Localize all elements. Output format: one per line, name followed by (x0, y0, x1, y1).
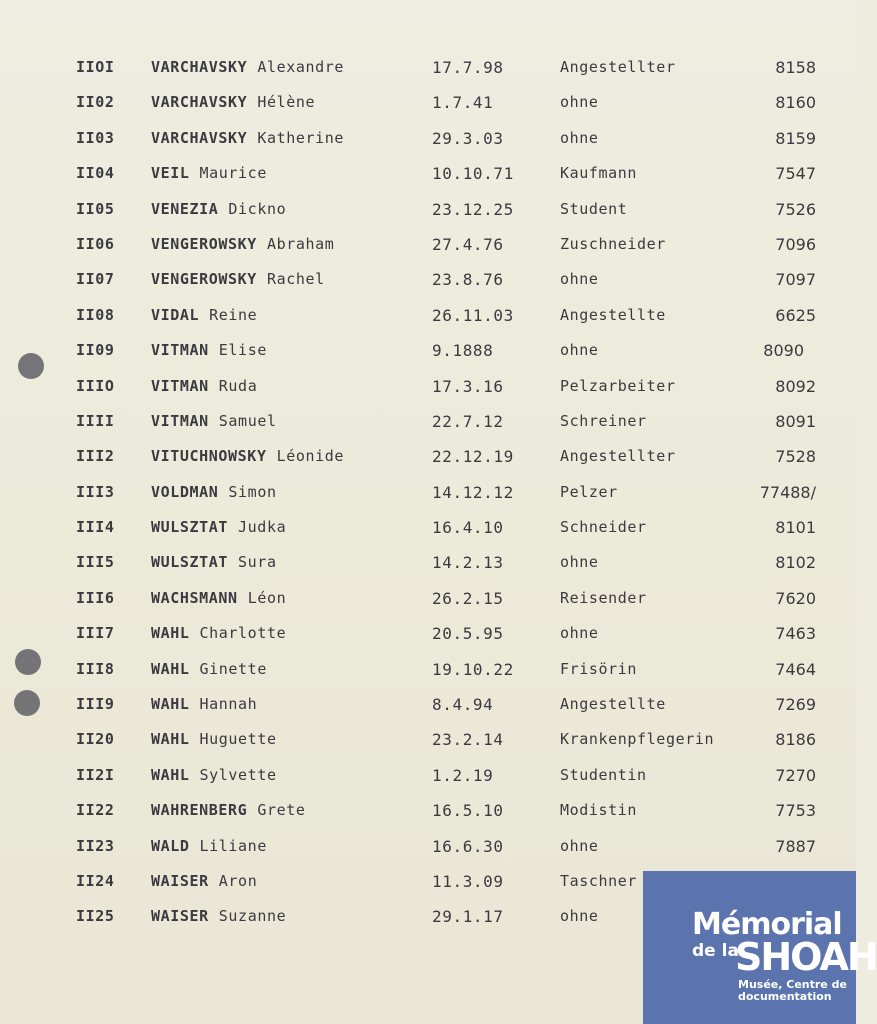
record-surname: VARCHAVSKY (151, 93, 248, 112)
record-surname: WAHRENBERG (151, 801, 248, 820)
record-reference: 7097 (775, 270, 816, 290)
record-occupation: Schneider (560, 518, 647, 537)
record-birth-date: 29.1.17 (432, 907, 504, 927)
record-number: IIIO (76, 376, 115, 395)
record-name (151, 341, 267, 359)
record-given-name: Liliane (199, 836, 267, 855)
record-number: II09 (76, 341, 115, 360)
record-number: III8 (76, 659, 115, 678)
record-given-name: Alexandre (257, 58, 344, 76)
record-occupation: Studentin (560, 765, 647, 784)
record-surname: VENGEROWSKY (151, 234, 257, 253)
record-surname: VEIL (151, 164, 190, 183)
record-occupation: ohne (560, 128, 599, 147)
record-number: III5 (76, 553, 115, 572)
record-row (0, 194, 856, 229)
record-name (151, 306, 257, 324)
record-name (151, 766, 277, 784)
record-number: II02 (76, 93, 115, 112)
record-name (151, 695, 257, 713)
record-reference: 8160 (775, 93, 816, 113)
record-row (0, 229, 856, 264)
record-given-name: Elise (218, 341, 267, 360)
record-surname: WAISER (151, 871, 209, 890)
record-surname: WAHL (151, 695, 190, 714)
record-name (151, 589, 286, 607)
record-surname: VARCHAVSKY (151, 128, 248, 147)
record-surname: WAISER (151, 907, 209, 926)
record-row (0, 158, 856, 193)
record-number: III4 (76, 518, 115, 537)
record-birth-date: 29.3.03 (432, 128, 504, 148)
record-birth-date: 23.12.25 (432, 199, 514, 219)
record-name (151, 801, 305, 819)
record-occupation: ohne (560, 93, 599, 112)
record-number: III2 (76, 447, 115, 466)
record-occupation: ohne (560, 624, 599, 643)
record-reference: 8092 (775, 376, 816, 396)
record-birth-date: 26.11.03 (432, 305, 514, 325)
record-given-name: Simon (228, 482, 277, 501)
record-given-name: Aron (218, 871, 258, 890)
record-surname: VENGEROWSKY (151, 270, 257, 289)
record-name (151, 129, 344, 147)
record-reference: 8101 (775, 518, 816, 538)
record-surname: VITUCHNOWSKY (151, 447, 267, 466)
record-reference: 7526 (775, 199, 816, 219)
record-occupation: Pelzarbeiter (560, 376, 676, 395)
record-given-name: Sylvette (199, 765, 277, 784)
record-surname: VITMAN (151, 376, 209, 395)
record-reference: 77488/ (759, 482, 816, 502)
record-row (0, 689, 856, 724)
record-reference: 8091 (775, 411, 816, 431)
record-row (0, 583, 856, 618)
record-name (151, 200, 286, 218)
record-given-name: Judka (238, 518, 287, 537)
record-given-name: Dickno (228, 199, 287, 218)
record-birth-date: 14.2.13 (432, 553, 504, 573)
record-name (151, 164, 267, 182)
record-reference: 7753 (775, 801, 816, 821)
record-surname: WULSZTAT (151, 518, 229, 537)
record-row (0, 87, 856, 122)
record-row (0, 795, 856, 830)
record-number: II06 (76, 234, 115, 253)
record-given-name: Reine (209, 305, 258, 324)
record-number: II08 (76, 305, 115, 324)
record-reference: 7464 (775, 659, 816, 679)
record-number: III6 (76, 588, 115, 607)
record-row (0, 441, 856, 476)
record-surname: WULSZTAT (151, 553, 229, 572)
record-birth-date: 16.4.10 (432, 518, 504, 538)
record-birth-date: 20.5.95 (432, 624, 504, 644)
record-name (151, 872, 257, 890)
record-row (0, 760, 856, 795)
record-reference: 8102 (775, 553, 816, 573)
record-given-name: Léon (247, 588, 287, 607)
record-birth-date: 23.8.76 (432, 270, 504, 290)
record-reference: 8158 (775, 58, 816, 77)
record-given-name: Suzanne (218, 907, 287, 926)
record-number: II2I (76, 765, 115, 784)
record-surname: VENEZIA (151, 199, 219, 218)
record-surname: VOLDMAN (151, 482, 219, 501)
record-given-name: Grete (257, 801, 306, 820)
record-name (151, 58, 344, 76)
record-row (0, 512, 856, 547)
record-birth-date: 17.7.98 (432, 58, 504, 77)
record-number: III7 (76, 624, 115, 643)
record-row (0, 371, 856, 406)
record-given-name: Samuel (218, 411, 277, 430)
record-number: II20 (76, 730, 115, 749)
record-occupation: Taschner (560, 871, 638, 890)
record-surname: VITMAN (151, 411, 209, 430)
record-number: III9 (76, 695, 115, 714)
record-given-name: Ruda (218, 376, 258, 395)
record-birth-date: 1.7.41 (432, 93, 494, 113)
record-name (151, 270, 325, 288)
record-surname: WAHL (151, 624, 190, 643)
record-given-name: Abraham (266, 234, 335, 253)
record-occupation: Frisörin (560, 659, 638, 678)
record-name (151, 412, 277, 430)
record-occupation: Modistin (560, 801, 638, 820)
record-number: II22 (76, 801, 115, 820)
logo-line-3: SHOAH (735, 935, 877, 979)
record-name (151, 730, 277, 748)
record-reference: 7887 (775, 836, 816, 856)
record-surname: WAHL (151, 659, 190, 678)
record-name (151, 624, 286, 642)
record-occupation: Angestellter (560, 58, 676, 76)
logo-line-1: Mémorial (692, 907, 842, 942)
record-row (0, 406, 856, 441)
record-reference: 7547 (775, 164, 816, 184)
record-given-name: Rachel (266, 270, 325, 289)
record-number: II04 (76, 164, 115, 183)
record-birth-date: 14.12.12 (432, 482, 514, 502)
record-occupation: ohne (560, 553, 599, 572)
record-occupation: Schreiner (560, 411, 647, 430)
record-birth-date: 23.2.14 (432, 730, 504, 750)
record-birth-date: 16.5.10 (432, 801, 504, 821)
record-reference: 7528 (775, 447, 816, 467)
record-birth-date: 26.2.15 (432, 588, 504, 608)
record-number: II23 (76, 836, 115, 855)
record-name (151, 483, 277, 501)
record-number: II05 (76, 199, 115, 218)
record-occupation: Reisender (560, 588, 647, 607)
record-number: III3 (76, 482, 115, 501)
record-reference: 7269 (775, 695, 816, 715)
record-surname: WAHL (151, 730, 190, 749)
record-name (151, 93, 315, 111)
record-occupation: Angestellte (560, 695, 666, 714)
record-row (0, 52, 856, 87)
record-birth-date: 19.10.22 (432, 659, 514, 679)
record-given-name: Hannah (199, 695, 258, 714)
record-row (0, 477, 856, 512)
record-reference: 8159 (775, 128, 816, 148)
record-birth-date: 16.6.30 (432, 836, 504, 856)
record-given-name: Maurice (199, 164, 267, 183)
record-row (0, 724, 856, 759)
logo-line-4: Musée, Centre de documentation (738, 978, 847, 1003)
record-given-name: Ginette (199, 659, 267, 678)
record-name (151, 447, 344, 465)
record-name (151, 837, 267, 855)
record-surname: VARCHAVSKY (151, 58, 248, 76)
record-occupation: ohne (560, 270, 599, 289)
record-row (0, 335, 856, 370)
record-occupation: Kaufmann (560, 164, 638, 183)
record-reference: 8186 (775, 730, 816, 750)
record-occupation: Krankenpflegerin (560, 730, 715, 749)
record-name (151, 907, 286, 925)
record-occupation: ohne (560, 341, 599, 360)
record-number: II25 (76, 907, 115, 926)
record-reference: 6625 (775, 305, 816, 325)
record-reference: 7096 (775, 234, 816, 254)
record-number: II03 (76, 128, 115, 147)
record-birth-date: 8.4.94 (432, 695, 494, 715)
record-occupation: ohne (560, 907, 599, 926)
record-birth-date: 27.4.76 (432, 234, 504, 254)
record-surname: VIDAL (151, 305, 200, 324)
record-surname: WACHSMANN (151, 588, 238, 607)
record-row (0, 654, 856, 689)
record-surname: WALD (151, 836, 190, 855)
record-number: IIOI (76, 58, 115, 76)
record-occupation: ohne (560, 836, 599, 855)
record-occupation: Student (560, 199, 628, 218)
record-given-name: Charlotte (199, 624, 287, 643)
record-list (0, 52, 856, 937)
record-reference: 7463 (775, 624, 816, 644)
record-number: II07 (76, 270, 115, 289)
record-given-name: Hélène (257, 93, 316, 112)
record-row (0, 618, 856, 653)
record-occupation: Angestellte (560, 305, 666, 324)
record-birth-date: 1.2.19 (432, 765, 494, 785)
record-name (151, 518, 286, 536)
record-reference: 7270 (775, 765, 816, 785)
record-occupation: Pelzer (560, 482, 618, 501)
record-row (0, 300, 856, 335)
record-birth-date: 9.1888 (432, 341, 494, 361)
record-name (151, 235, 334, 253)
record-birth-date: 10.10.71 (432, 164, 514, 184)
logo-line-2: de la (692, 941, 739, 961)
record-birth-date: 17.3.16 (432, 376, 504, 396)
record-name (151, 377, 257, 395)
memorial-logo (643, 871, 877, 1024)
record-reference: 8090 (763, 341, 804, 361)
record-reference: 7620 (775, 588, 816, 608)
record-birth-date: 22.7.12 (432, 411, 504, 431)
record-number: IIII (76, 411, 115, 430)
record-given-name: Léonide (276, 447, 344, 466)
record-row (0, 264, 856, 299)
record-surname: WAHL (151, 765, 190, 784)
record-occupation: Angestellter (560, 447, 676, 466)
record-row (0, 123, 856, 158)
record-given-name: Katherine (257, 128, 344, 147)
record-birth-date: 11.3.09 (432, 871, 504, 891)
record-row (0, 831, 856, 866)
record-birth-date: 22.12.19 (432, 447, 514, 467)
record-number: II24 (76, 871, 115, 890)
record-name (151, 660, 267, 678)
record-given-name: Sura (238, 553, 277, 572)
record-occupation: Zuschneider (560, 234, 666, 253)
record-row (0, 547, 856, 582)
record-given-name: Huguette (199, 730, 277, 749)
record-name (151, 553, 277, 571)
record-surname: VITMAN (151, 341, 209, 360)
